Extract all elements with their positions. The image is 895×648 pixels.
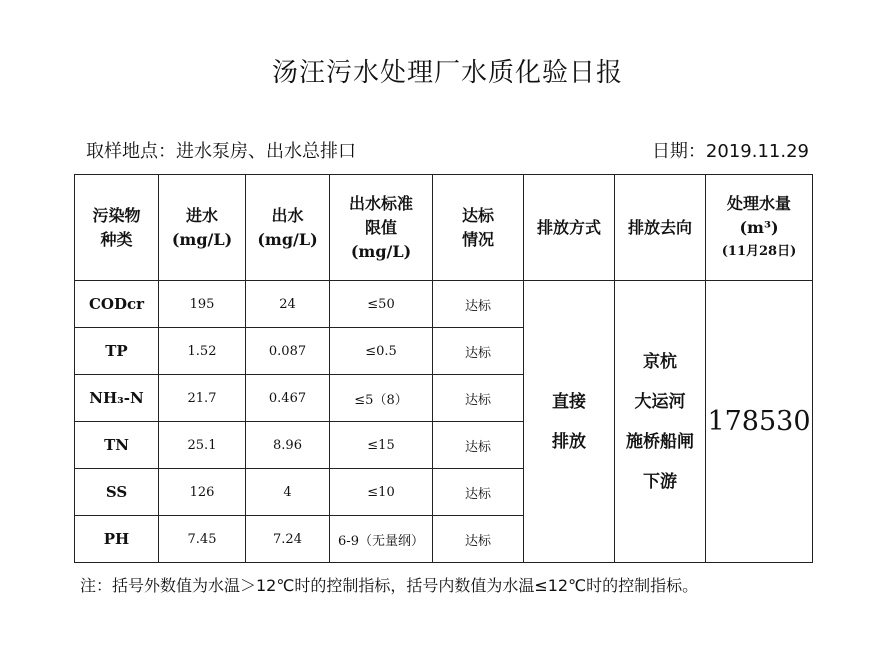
outflow-cell: 4 [246,469,330,516]
treated-volume-cell: 178530 [706,281,813,563]
status-cell: 达标 [433,281,524,328]
status-cell: 达标 [433,422,524,469]
table-row [75,281,813,328]
pollutant-cell: CODcr [75,281,159,328]
report-date: 日期：2019.11.29 [651,141,809,162]
inflow-cell: 1.52 [159,328,246,375]
inflow-cell: 7.45 [159,516,246,563]
header-limit: 出水标准 限值 (mg/L) [330,175,433,281]
pollutant-cell: TP [75,328,159,375]
header-discharge-method: 排放方式 [524,175,615,281]
inflow-cell: 195 [159,281,246,328]
outflow-cell: 7.24 [246,516,330,563]
limit-cell: 6-9（无量纲） [330,516,433,563]
status-cell: 达标 [433,516,524,563]
sampling-location: 取样地点：进水泵房、出水总排口 [86,141,356,162]
discharge-destination-cell: 京杭 大运河 施桥船闸 下游 [615,281,706,563]
inflow-cell: 25.1 [159,422,246,469]
limit-cell: ≤15 [330,422,433,469]
header-discharge-destination: 排放去向 [615,175,706,281]
outflow-cell: 8.96 [246,422,330,469]
limit-cell: ≤5（8） [330,375,433,422]
header-volume: 处理水量 (m³) (11月28日) [706,175,813,281]
limit-cell: ≤50 [330,281,433,328]
pollutant-cell: TN [75,422,159,469]
outflow-cell: 24 [246,281,330,328]
header-compliance: 达标 情况 [433,175,524,281]
header-row [75,175,813,281]
header-outflow: 出水 (mg/L) [246,175,330,281]
header-inflow: 进水 (mg/L) [159,175,246,281]
pollutant-cell: PH [75,516,159,563]
footnote: 注：括号外数值为水温＞12℃时的控制指标，括号内数值为水温≤12℃时的控制指标。 [80,576,699,595]
header-pollutant: 污染物 种类 [75,175,159,281]
limit-cell: ≤0.5 [330,328,433,375]
outflow-cell: 0.467 [246,375,330,422]
pollutant-cell: SS [75,469,159,516]
status-cell: 达标 [433,375,524,422]
pollutant-cell: NH₃-N [75,375,159,422]
inflow-cell: 126 [159,469,246,516]
status-cell: 达标 [433,328,524,375]
outflow-cell: 0.087 [246,328,330,375]
report-title: 汤汪污水处理厂水质化验日报 [271,58,623,88]
discharge-method-cell: 直接 排放 [524,281,615,563]
limit-cell: ≤10 [330,469,433,516]
status-cell: 达标 [433,469,524,516]
inflow-cell: 21.7 [159,375,246,422]
water-quality-table [74,174,813,563]
